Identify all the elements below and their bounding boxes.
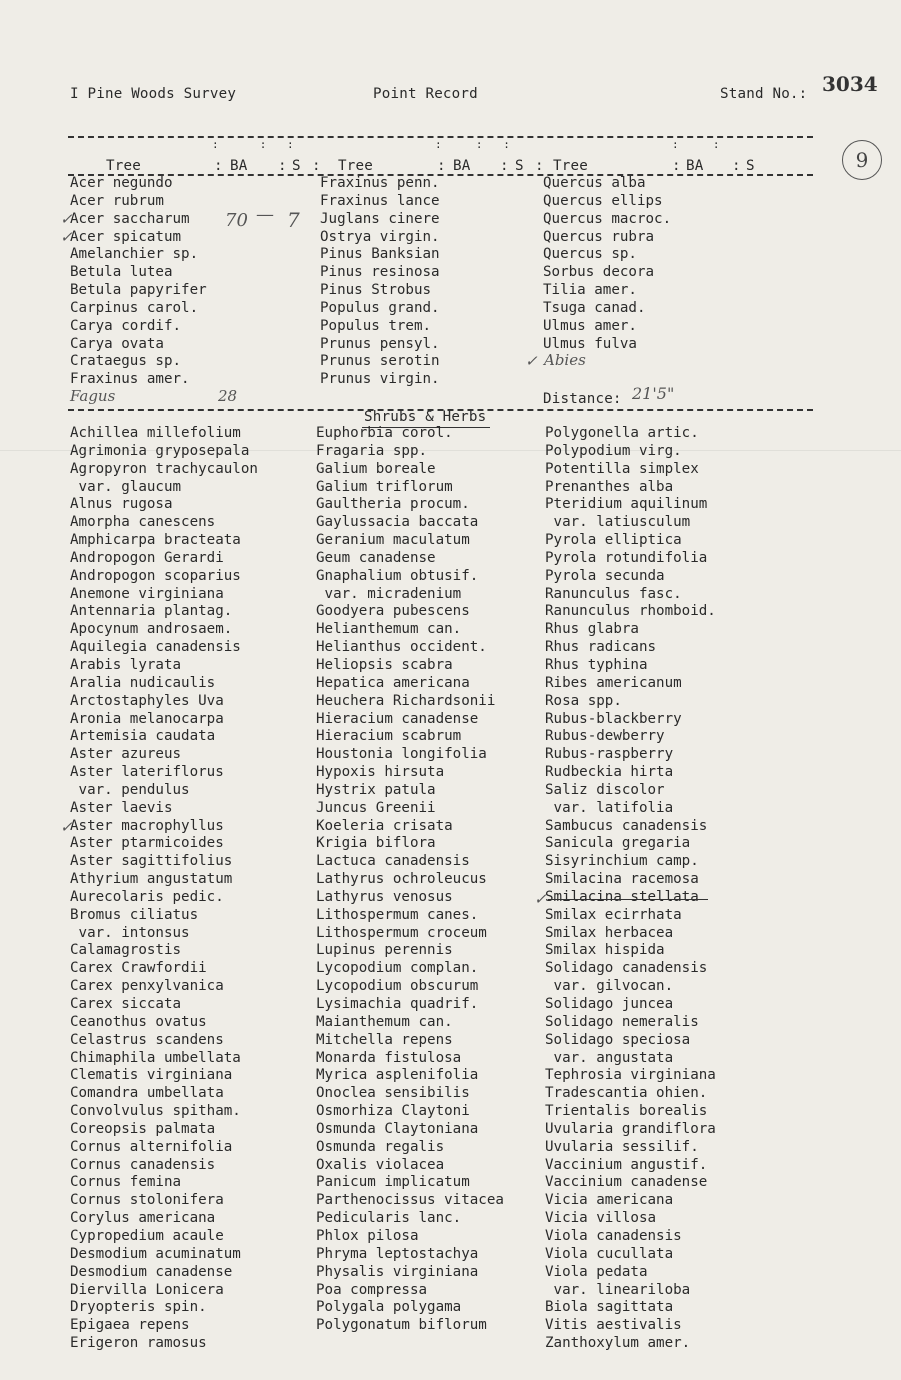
col-ba-3: BA <box>686 158 704 174</box>
species-name: Pteridium aquilinum <box>545 496 708 513</box>
species-name: Parthenocissus vitacea <box>316 1192 504 1209</box>
tree-name: Pinus Strobus <box>320 282 432 299</box>
tree-name: Ostrya virgin. <box>320 228 440 245</box>
species-name: Osmunda Claytoniana <box>316 1120 479 1137</box>
species-name: Pedicularis lanc. <box>316 1210 462 1227</box>
species-name: Anemone virginiana <box>70 585 224 602</box>
species-name: Carex penxylvanica <box>70 978 224 995</box>
species-name: Agropyron trachycaulon <box>70 460 258 477</box>
tree-name: Fraxinus penn. <box>320 175 440 191</box>
col-tree-1: Tree <box>106 158 141 174</box>
species-name: Cornus femina <box>70 1174 182 1191</box>
species-name: Amorpha canescens <box>70 514 216 531</box>
col-tree-3: Tree <box>553 158 588 174</box>
tree-name: Betula papyrifer <box>70 282 207 299</box>
species-name: Polygonatum biflorum <box>316 1317 487 1334</box>
species-name: Polypodium virg. <box>545 442 682 459</box>
checkmark: ✓ <box>525 352 538 370</box>
species-name: Solidago canadensis <box>545 960 708 977</box>
species-name: Smilacina racemosa <box>545 871 699 888</box>
species-name: Heliopsis scabra <box>316 656 453 673</box>
species-name: Prenanthes alba <box>545 478 674 495</box>
survey-title: I Pine Woods Survey <box>70 86 237 102</box>
tree-name: Sorbus decora <box>543 264 655 281</box>
tree-name: Betula lutea <box>70 264 173 281</box>
tree-name: Prunus virgin. <box>320 371 440 388</box>
species-name: Aster ptarmicoides <box>70 835 224 852</box>
species-name: var. latiusculum <box>545 514 691 531</box>
tree-name: Amelanchier sp. <box>70 246 199 263</box>
species-name: Aquilegia canadensis <box>70 639 241 656</box>
species-name: Aster sagittifolius <box>70 853 233 870</box>
checkmark: ✓ <box>60 228 73 246</box>
species-name: Krigia biflora <box>316 835 436 852</box>
species-name: Antennaria plantag. <box>70 603 233 620</box>
species-name: Solidago speciosa <box>545 1031 691 1048</box>
sheet-number: 9 <box>855 148 869 172</box>
species-name: var. intonsus <box>70 924 190 941</box>
species-name: Mitchella repens <box>316 1031 453 1048</box>
shrubs-heading: Shrubs & Herbs <box>364 409 487 425</box>
species-name: Panicum implicatum <box>316 1174 470 1191</box>
species-name: var. angustata <box>545 1049 674 1066</box>
species-name: Viola canadensis <box>545 1227 682 1244</box>
species-name: Sambucus canadensis <box>545 817 708 834</box>
species-name: Hystrix patula <box>316 781 436 798</box>
checkmark: ✓ <box>534 890 547 908</box>
col-tree-2: Tree <box>338 158 373 174</box>
hw-s-value: 7 <box>287 208 300 232</box>
tree-column-1 <box>70 175 207 389</box>
species-name: Rhus typhina <box>545 656 648 673</box>
hw-ba-value: 70 <box>225 210 248 231</box>
species-name: Phlox pilosa <box>316 1227 419 1244</box>
tree-name: Acer negundo <box>70 175 173 191</box>
hw-fagus: Fagus <box>70 387 116 405</box>
sep: : <box>437 158 446 174</box>
hw-dash: — <box>256 204 274 225</box>
species-name: Maianthemum can. <box>316 1013 453 1030</box>
colon-marks-3: : : <box>672 138 720 151</box>
col-s-1: S <box>292 158 301 174</box>
species-name: Artemisia caudata <box>70 728 216 745</box>
species-name: Lupinus perennis <box>316 942 453 959</box>
species-name: Koeleria crisata <box>316 817 453 834</box>
sep: : <box>278 158 287 174</box>
species-name: Phryma leptostachya <box>316 1245 479 1262</box>
species-name: Rhus radicans <box>545 639 657 656</box>
sep: : <box>535 158 544 174</box>
species-name: Aurecolaris pedic. <box>70 888 224 905</box>
species-name: Pyrola secunda <box>545 567 665 584</box>
species-name: Calamagrostis <box>70 942 182 959</box>
col-ba-2: BA <box>453 158 471 174</box>
species-name: Goodyera pubescens <box>316 603 470 620</box>
tree-name: Fraxinus lance <box>320 192 440 209</box>
species-name: Arabis lyrata <box>70 656 182 673</box>
tree-name: Populus grand. <box>320 299 440 316</box>
species-name: Smilacina stellata <box>545 888 699 905</box>
species-name: Lysimachia quadrif. <box>316 996 479 1012</box>
species-name: Comandra umbellata <box>70 1085 224 1102</box>
shrub-column-3 <box>545 425 716 1353</box>
species-name: Euphorbia corol. <box>316 425 453 441</box>
col-ba-1: BA <box>230 158 248 174</box>
species-name: Rubus-blackberry <box>545 710 682 727</box>
species-name: Epigaea repens <box>70 1317 190 1334</box>
tree-name: Ulmus amer. <box>543 317 637 334</box>
species-name: Rosa spp. <box>545 692 622 709</box>
species-name: Osmunda regalis <box>316 1138 445 1155</box>
species-name: Physalis virginiana <box>316 1263 479 1280</box>
species-name: Andropogon Gerardi <box>70 549 224 566</box>
species-name: Osmorhiza Claytoni <box>316 1103 470 1120</box>
species-name: Rudbeckia hirta <box>545 764 674 781</box>
species-name: Hepatica americana <box>316 674 470 691</box>
species-name: Vaccinium canadense <box>545 1174 708 1191</box>
species-name: var. lineariloba <box>545 1281 691 1298</box>
species-name: Myrica asplenifolia <box>316 1067 479 1084</box>
species-name: Cypropedium acaule <box>70 1227 224 1244</box>
species-name: Athyrium angustatum <box>70 871 233 888</box>
checkmark: ✓ <box>60 818 73 836</box>
species-name: Agrimonia gryposepala <box>70 442 250 459</box>
species-name: Carex Crawfordii <box>70 960 207 977</box>
species-name: Apocynum androsaem. <box>70 621 233 638</box>
species-name: Lithospermum croceum <box>316 924 487 941</box>
species-name: Geum canadense <box>316 549 436 566</box>
species-name: Erigeron ramosus <box>70 1335 207 1352</box>
species-name: Andropogon scoparius <box>70 567 241 584</box>
species-name: Sisyrinchium camp. <box>545 853 699 870</box>
species-name: Bromus ciliatus <box>70 906 199 923</box>
species-name: Ribes americanum <box>545 674 682 691</box>
species-name: Uvularia sessilif. <box>545 1138 699 1155</box>
tree-name: Quercus ellips <box>543 192 663 209</box>
species-name: Smilax herbacea <box>545 924 674 941</box>
species-name: Aster azureus <box>70 746 182 763</box>
species-name: Achillea millefolium <box>70 425 241 441</box>
distance-value: 21'5" <box>632 384 675 403</box>
stand-label: Stand No.: <box>720 86 808 102</box>
species-name: Vaccinium angustif. <box>545 1156 708 1173</box>
species-name: Pyrola elliptica <box>545 532 682 549</box>
species-name: Lycopodium complan. <box>316 960 479 977</box>
tree-name: Carya cordif. <box>70 317 182 334</box>
species-name: Dryopteris spin. <box>70 1299 207 1316</box>
sep: : <box>214 158 223 174</box>
sep: : <box>672 158 681 174</box>
species-name: Aster macrophyllus <box>70 817 224 834</box>
species-name: Tephrosia virginiana <box>545 1067 716 1084</box>
sheet-number-circle <box>842 140 882 180</box>
species-name: Desmodium acuminatum <box>70 1245 241 1262</box>
species-name: Viola pedata <box>545 1263 648 1280</box>
tree-name: Prunus serotin <box>320 353 440 370</box>
species-name: Solidago nemeralis <box>545 1013 699 1030</box>
species-name: Biola sagittata <box>545 1299 674 1316</box>
species-name: Amphicarpa bracteata <box>70 532 241 549</box>
species-name: Aronia melanocarpa <box>70 710 224 727</box>
species-name: Arctostaphyles Uva <box>70 692 224 709</box>
species-name: Gnaphalium obtusif. <box>316 567 479 584</box>
hw-abies: Abies <box>544 351 586 369</box>
species-name: Lactuca canadensis <box>316 853 470 870</box>
species-name: Vicia villosa <box>545 1210 657 1227</box>
species-name: Fragaria spp. <box>316 442 428 459</box>
tree-name: Quercus sp. <box>543 246 637 263</box>
shrub-column-1 <box>70 425 258 1353</box>
species-name: var. glaucum <box>70 478 182 495</box>
species-name: Celastrus scandens <box>70 1031 224 1048</box>
col-s-3: S <box>746 158 755 174</box>
tree-name: Ulmus fulva <box>543 335 637 352</box>
species-name: Trientalis borealis <box>545 1103 708 1120</box>
species-name: Aralia nudicaulis <box>70 674 216 691</box>
tree-name: Tsuga canad. <box>543 299 646 316</box>
species-name: Ranunculus fasc. <box>545 585 682 602</box>
species-name: Helianthus occident. <box>316 639 487 656</box>
species-name: Monarda fistulosa <box>316 1049 462 1066</box>
species-name: Pyrola rotundifolia <box>545 549 708 566</box>
species-name: Potentilla simplex <box>545 460 699 477</box>
species-name: Lithospermum canes. <box>316 906 479 923</box>
strike-smilacina <box>548 899 708 900</box>
species-name: Cornus canadensis <box>70 1156 216 1173</box>
species-name: Chimaphila umbellata <box>70 1049 241 1066</box>
checkmark: ✓ <box>60 210 73 228</box>
species-name: Hypoxis hirsuta <box>316 764 445 781</box>
sep: : <box>732 158 741 174</box>
species-name: Lathyrus ochroleucus <box>316 871 487 888</box>
species-name: Onoclea sensibilis <box>316 1085 470 1102</box>
tree-name: Carya ovata <box>70 335 164 352</box>
species-name: Oxalis violacea <box>316 1156 445 1173</box>
species-name: Solidago juncea <box>545 996 674 1012</box>
species-name: Diervilla Lonicera <box>70 1281 224 1298</box>
tree-name: Carpinus carol. <box>70 299 199 316</box>
sep: : <box>312 158 321 174</box>
tree-name: Fraxinus amer. <box>70 371 190 388</box>
tree-name: Juglans cinere <box>320 210 440 227</box>
tree-name: Quercus alba <box>543 175 646 191</box>
tree-name: Tilia amer. <box>543 282 637 299</box>
species-name: Gaylussacia baccata <box>316 514 479 531</box>
species-name: Clematis virginiana <box>70 1067 233 1084</box>
tree-name: Populus trem. <box>320 317 432 334</box>
species-name: Cornus stolonifera <box>70 1192 224 1209</box>
species-name: Corylus americana <box>70 1210 216 1227</box>
distance-label: Distance: <box>543 391 622 407</box>
species-name: Coreopsis palmata <box>70 1120 216 1137</box>
species-name: Galium boreale <box>316 460 436 477</box>
species-name: Saliz discolor <box>545 781 665 798</box>
species-name: Ceanothus ovatus <box>70 1013 207 1030</box>
species-name: Poa compressa <box>316 1281 428 1298</box>
species-name: var. gilvocan. <box>545 978 674 995</box>
species-name: Desmodium canadense <box>70 1263 233 1280</box>
species-name: Smilax hispida <box>545 942 665 959</box>
species-name: Polygonella artic. <box>545 425 699 441</box>
species-name: var. micradenium <box>316 585 462 602</box>
tree-name: Acer spicatum <box>70 228 182 245</box>
species-name: Zanthoxylum amer. <box>545 1335 691 1352</box>
species-name: Geranium maculatum <box>316 532 470 549</box>
species-name: Hieracium canadense <box>316 710 479 727</box>
tree-name: Quercus macroc. <box>543 210 672 227</box>
species-name: Cornus alternifolia <box>70 1138 233 1155</box>
species-name: Vitis aestivalis <box>545 1317 682 1334</box>
species-name: Vicia americana <box>545 1192 674 1209</box>
species-name: Helianthemum can. <box>316 621 462 638</box>
species-name: Uvularia grandiflora <box>545 1120 716 1137</box>
hw-fagus-ba: 28 <box>218 387 238 405</box>
tree-name: Acer saccharum <box>70 210 190 227</box>
species-name: Carex siccata <box>70 996 182 1012</box>
species-name: Rubus-dewberry <box>545 728 665 745</box>
tree-column-2 <box>320 175 440 389</box>
colon-marks-2: : : : <box>435 138 511 151</box>
tree-name: Acer rubrum <box>70 192 164 209</box>
species-name: Houstonia longifolia <box>316 746 487 763</box>
shrub-column-2 <box>316 425 504 1335</box>
species-name: Lycopodium obscurum <box>316 978 479 995</box>
species-name: Juncus Greenii <box>316 799 436 816</box>
species-name: Polygala polygama <box>316 1299 462 1316</box>
species-name: Alnus rugosa <box>70 496 173 513</box>
tree-name: Prunus pensyl. <box>320 335 440 352</box>
species-name: Viola cucullata <box>545 1245 674 1262</box>
stand-number: 3034 <box>822 72 878 96</box>
species-name: Rubus-raspberry <box>545 746 674 763</box>
sep: : <box>500 158 509 174</box>
species-name: Galium triflorum <box>316 478 453 495</box>
species-name: var. pendulus <box>70 781 190 798</box>
species-name: Aster laevis <box>70 799 173 816</box>
tree-name: Pinus resinosa <box>320 264 440 281</box>
tree-name: Crataegus sp. <box>70 353 182 370</box>
col-s-2: S <box>515 158 524 174</box>
species-name: Heuchera Richardsonii <box>316 692 496 709</box>
species-name: Hieracium scabrum <box>316 728 462 745</box>
species-name: var. latifolia <box>545 799 674 816</box>
species-name: Ranunculus rhomboid. <box>545 603 716 620</box>
species-name: Rhus glabra <box>545 621 639 638</box>
species-name: Convolvulus spitham. <box>70 1103 241 1120</box>
species-name: Sanicula gregaria <box>545 835 691 852</box>
tree-column-3 <box>543 175 671 353</box>
species-name: Gaultheria procum. <box>316 496 470 513</box>
species-name: Lathyrus venosus <box>316 888 453 905</box>
tree-name: Pinus Banksian <box>320 246 440 263</box>
record-type: Point Record <box>373 86 478 102</box>
species-name: Smilax ecirrhata <box>545 906 682 923</box>
species-name: Aster lateriflorus <box>70 764 224 781</box>
tree-name: Quercus rubra <box>543 228 655 245</box>
colon-marks-1: : : : <box>212 138 294 151</box>
species-name: Tradescantia ohien. <box>545 1085 708 1102</box>
